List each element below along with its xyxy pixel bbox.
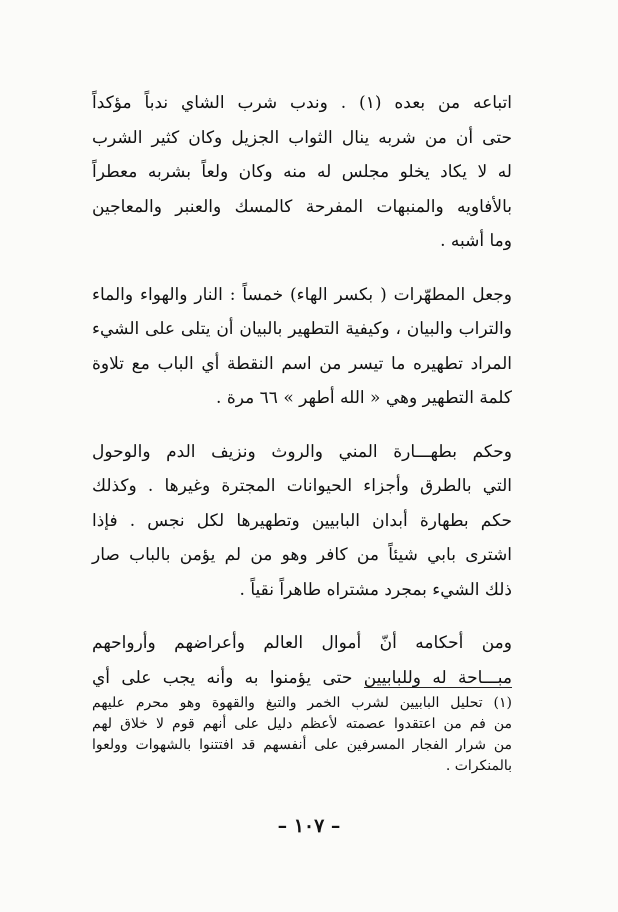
text-line: وجعل المطهّرات ( بكسر الهاء) خمساً : النار والهواء والماء: [92, 284, 512, 305]
footnote-divider: [364, 687, 512, 688]
footnote-line: (١) تحليل البابيين لشرب الخمر والتبغ والقهوة وهو محرم عليهم: [92, 695, 512, 711]
paragraph-1: [92, 86, 512, 259]
main-text: [92, 86, 512, 714]
text-line: بالأفاويه والمنبهات المفرحة كالمسك والعنبر والمعاجين: [92, 196, 512, 217]
paragraph-4: [92, 626, 512, 695]
text-line: حكم بطهارة أبدان البابيين وتطهيرها لكل نجس . فإذا: [92, 510, 512, 531]
text-line: التي بالطرق وأجزاء الحيوانات المجترة وغيرها . وكذلك: [92, 476, 512, 496]
text-line: وما أشبه .: [440, 231, 512, 251]
text-line: له لا يكاد يخلو مجلس له منه وكان ولعاً بشربه معطراً: [92, 162, 512, 182]
text-line: المراد تطهيره ما تيسر من اسم النقطة أي الباب مع تلاوة: [92, 353, 512, 374]
paragraph-2: [92, 278, 512, 416]
text-line: مبـــاحة له وللبابيين حتى يؤمنوا به وأنه يجب على أي: [92, 667, 512, 688]
footnote-line: من فم من اعتقدوا عصمته لأعظم دليل على أنهم قوم لا خلاق لهم: [92, 716, 512, 732]
text-line: ومن أحكامه أنّ أموال العالم وأعراضهم وأرواحهم: [92, 633, 512, 653]
text-line: ذلك الشيء بمجرد مشتراه طاهراً نقياً .: [239, 579, 512, 600]
text-line: كلمة التطهير وهي « الله أطهر » ٦٦ مرة .: [216, 388, 512, 408]
footnote: [92, 693, 512, 777]
text-line: اتباعه من بعده (١) . وندب شرب الشاي ندباً مؤكداً: [92, 93, 512, 113]
footnote-line: من شرار الفجار المسرفين على أنفسهم قد افتتنوا بالشهوات وولعوا: [92, 737, 512, 753]
page-number: – ١٠٧ –: [277, 815, 341, 837]
text-line: وحكم بطهـــارة المني والروث ونزيف الدم والوحول: [92, 441, 512, 462]
text-line: اشترى بابي شيئاً من كافر وهو من لم يؤمن بالباب صار: [92, 545, 512, 565]
text-line: والتراب والبيان ، وكيفية التطهير بالبيان أن يتلى على الشيء: [92, 319, 512, 339]
text-line: حتى أن من شربه ينال الثواب الجزيل وكان كثير الشرب: [92, 127, 512, 148]
paragraph-3: [92, 435, 512, 608]
footnote-line: بالمنكرات .: [445, 758, 512, 774]
